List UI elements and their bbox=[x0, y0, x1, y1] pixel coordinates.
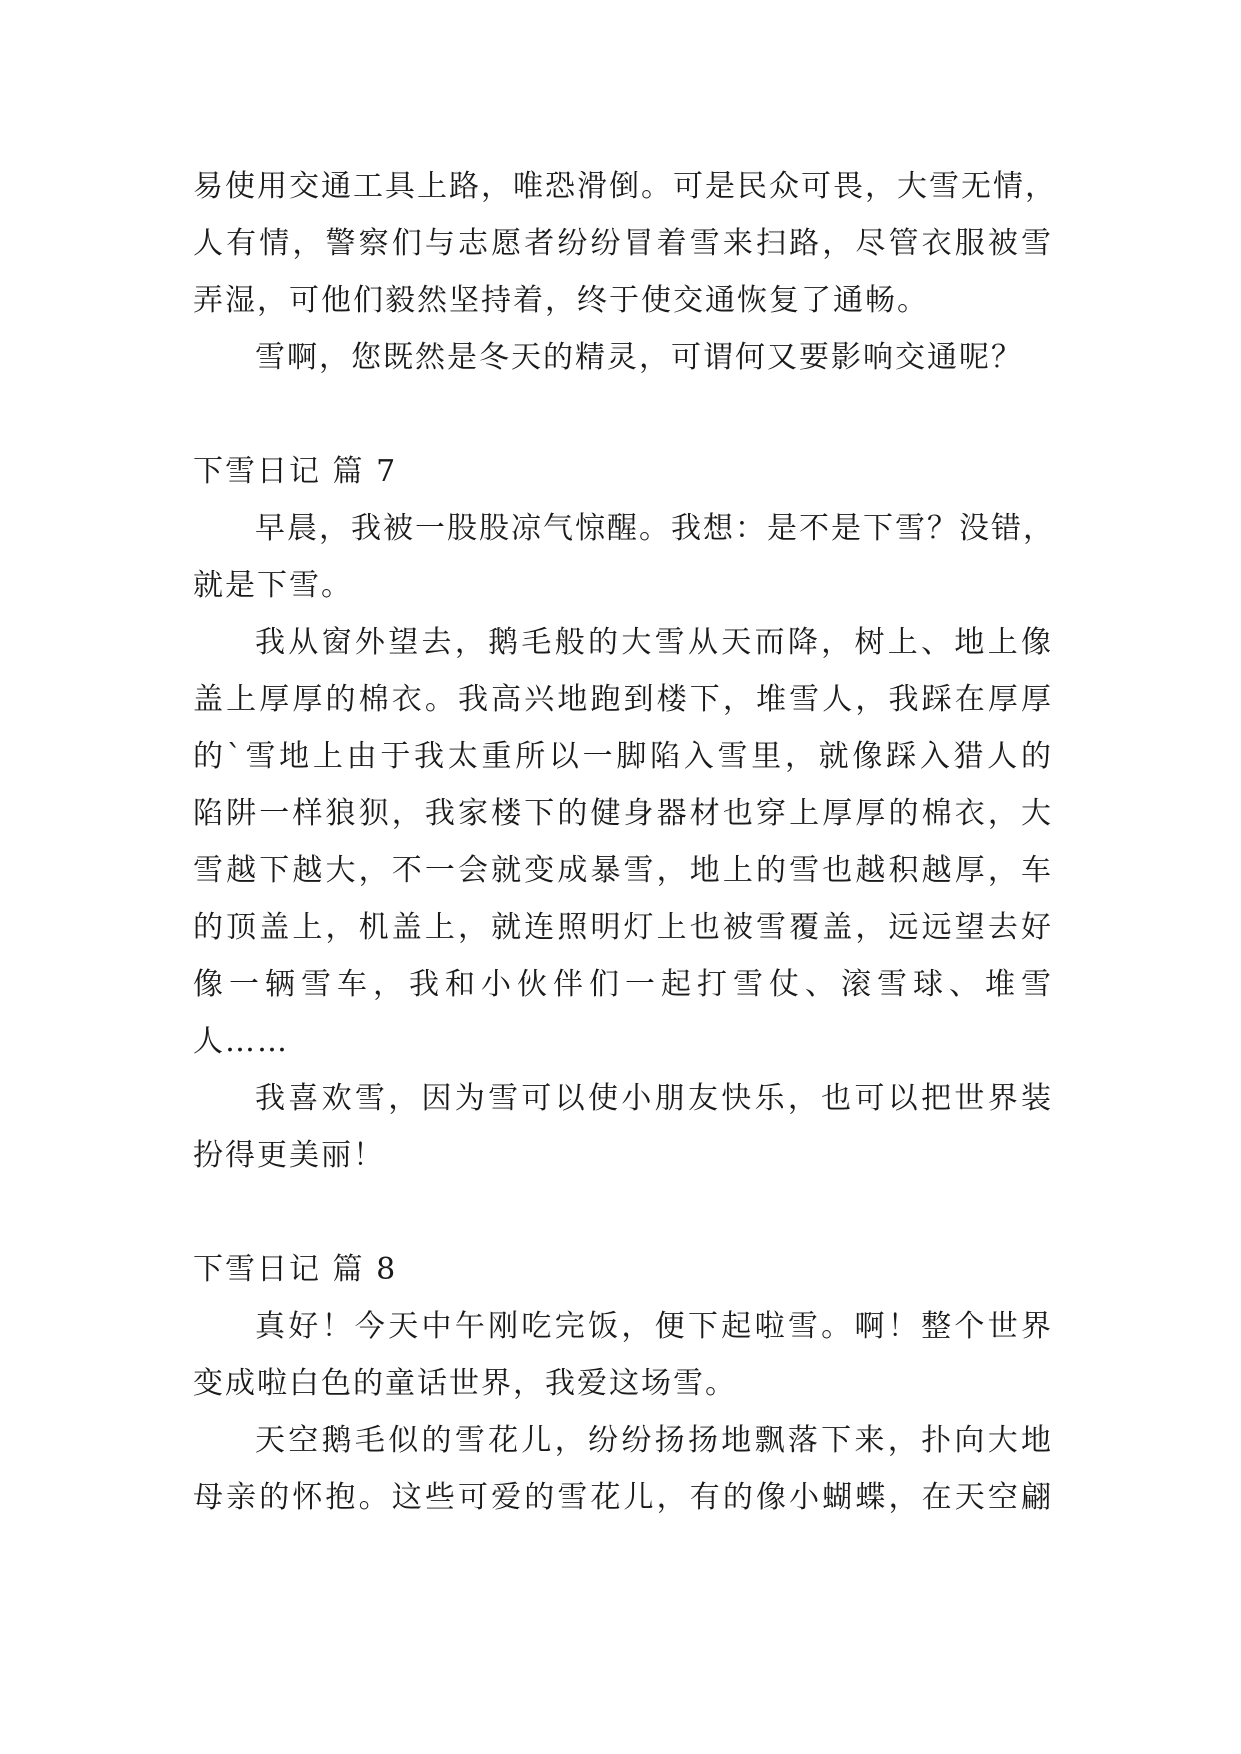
text-line: 盖上厚厚的棉衣。我高兴地跑到楼下，堆雪人，我踩在厚厚 bbox=[193, 682, 1053, 717]
section-title: 下雪日记 篇 8 bbox=[193, 1252, 398, 1287]
text-line: 我从窗外望去，鹅毛般的大雪从天而降，树上、地上像 bbox=[255, 625, 1053, 660]
text-line: 弄湿，可他们毅然坚持着，终于使交通恢复了通畅。 bbox=[193, 283, 929, 318]
text-line: 真好！今天中午刚吃完饭，便下起啦雪。啊！整个世界 bbox=[255, 1309, 1053, 1344]
text-line: 的`雪地上由于我太重所以一脚陷入雪里，就像踩入猎人的 bbox=[193, 739, 1053, 774]
paragraph bbox=[193, 1412, 1053, 1526]
text-line: 早晨，我被一股股凉气惊醒。我想：是不是下雪？没错， bbox=[255, 511, 1055, 546]
text-line: 就是下雪。 bbox=[193, 568, 353, 603]
text-line: 雪越下越大，不一会就变成暴雪，地上的雪也越积越厚，车 bbox=[193, 853, 1053, 888]
text-line: 人…… bbox=[193, 1024, 289, 1059]
text-line: 雪啊，您既然是冬天的精灵，可谓何又要影响交通呢？ bbox=[255, 340, 1023, 375]
document-page bbox=[193, 158, 1057, 1526]
paragraph bbox=[193, 614, 1053, 1070]
text-line: 扮得更美丽！ bbox=[193, 1138, 385, 1173]
text-line: 易使用交通工具上路，唯恐滑倒。可是民众可畏，大雪无情， bbox=[193, 169, 1057, 204]
paragraph bbox=[193, 1070, 1053, 1184]
text-line: 我喜欢雪，因为雪可以使小朋友快乐，也可以把世界装 bbox=[255, 1081, 1053, 1116]
text-line: 变成啦白色的童话世界，我爱这场雪。 bbox=[193, 1366, 737, 1401]
text-line: 母亲的怀抱。这些可爱的雪花儿，有的像小蝴蝶，在天空翩 bbox=[193, 1480, 1053, 1515]
paragraph bbox=[193, 158, 1057, 329]
text-line: 像一辆雪车，我和小伙伴们一起打雪仗、滚雪球、堆雪 bbox=[193, 967, 1053, 1002]
section-gap bbox=[193, 386, 1053, 443]
paragraph bbox=[193, 329, 1053, 386]
section-title: 下雪日记 篇 7 bbox=[193, 454, 398, 489]
paragraph bbox=[193, 500, 1053, 614]
paragraph bbox=[193, 1298, 1053, 1412]
text-line: 天空鹅毛似的雪花儿，纷纷扬扬地飘落下来，扑向大地 bbox=[255, 1423, 1053, 1458]
text-line: 的顶盖上，机盖上，就连照明灯上也被雪覆盖，远远望去好 bbox=[193, 910, 1053, 945]
text-line: 陷阱一样狼狈，我家楼下的健身器材也穿上厚厚的棉衣，大 bbox=[193, 796, 1053, 831]
section-gap bbox=[193, 1184, 1053, 1241]
text-line: 人有情，警察们与志愿者纷纷冒着雪来扫路，尽管衣服被雪 bbox=[193, 226, 1053, 261]
